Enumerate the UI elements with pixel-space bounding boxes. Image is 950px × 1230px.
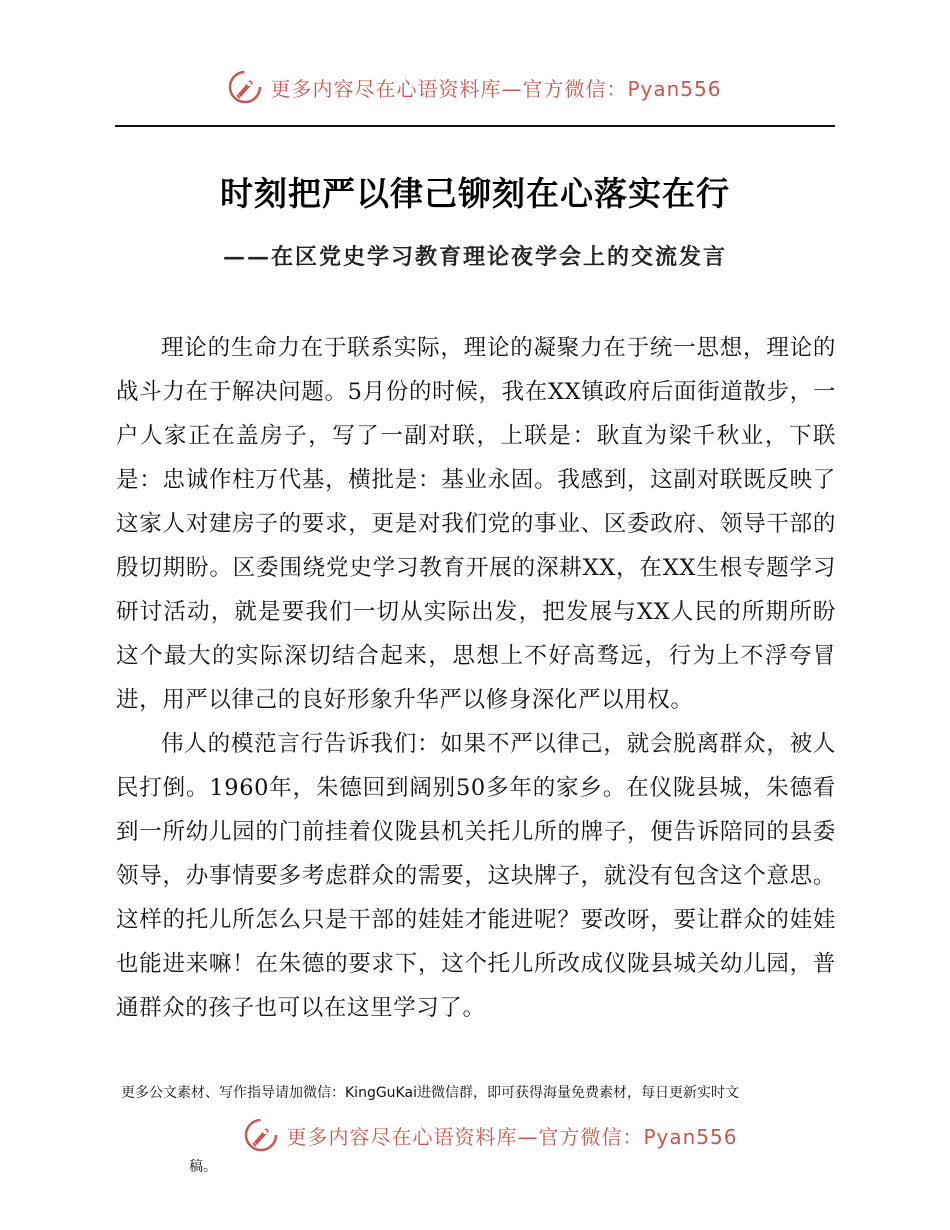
footer-banner-inner xyxy=(244,1118,737,1152)
body-paragraph: 伟人的模范言行告诉我们：如果不严以律己，就会脱离群众，被人民打倒。1960年，朱德回到阔别50多年的家乡。在仪陇县城，朱德看到一所幼儿园的门前挂着仪陇县机关托儿所的牌子，便告诉陪同的县委领导，办事情要多考虑群众的需要，这块牌子，就没有包含这个意思。这样的托儿所怎么只是干部的娃娃才能进呢？要改呀，要让群众的娃娃也能进来嘛！在朱德的要求下，这个托儿所改成仪陇县城关幼儿园，普通群众的孩子也可以在这里学习了。 xyxy=(116,731,836,1021)
footer-note-continuation: 稿。 xyxy=(189,1159,217,1175)
header-banner-inner xyxy=(228,70,721,104)
footer-note: 更多公文素材、写作指导请加微信：KingGuKai进微信群，即可获得海量免费素材，每日更新实时文 xyxy=(121,1085,739,1101)
footer-banner xyxy=(0,1118,950,1152)
document-body xyxy=(116,326,836,1030)
document-title: 时刻把严以律己铆刻在心落实在行 xyxy=(220,174,730,213)
header-banner xyxy=(0,70,950,104)
pen-nib-logo-icon xyxy=(244,1118,278,1152)
body-paragraph: 理论的生命力在于联系实际，理论的凝聚力在于统一思想，理论的战斗力在于解决问题。5月份的时候，我在XX镇政府后面街道散步，一户人家正在盖房子，写了一副对联，上联是：耿直为梁千秋业，下联是：忠诚作柱万代基，横批是：基业永固。我感到，这副对联既反映了这家人对建房子的要求，更是对我们党的事业、区委政府、领导干部的殷切期盼。区委围绕党史学习教育开展的深耕XX，在XX生根专题学习研讨活动，就是要我们一切从实际出发，把发展与XX人民的所期所盼这个最大的实际深切结合起来，思想上不好高骛远，行为上不浮夸冒进，用严以律己的良好形象升华严以修身深化严以用权。 xyxy=(116,335,836,713)
header-banner-text: 更多内容尽在心语资料库—官方微信：Pyan556 xyxy=(270,76,722,101)
pen-nib-logo-icon xyxy=(228,70,262,104)
document-subtitle: ——在区党史学习教育理论夜学会上的交流发言 xyxy=(222,244,727,270)
footer-banner-text: 更多内容尽在心语资料库—官方微信：Pyan556 xyxy=(286,1124,738,1149)
header-divider xyxy=(115,125,835,127)
